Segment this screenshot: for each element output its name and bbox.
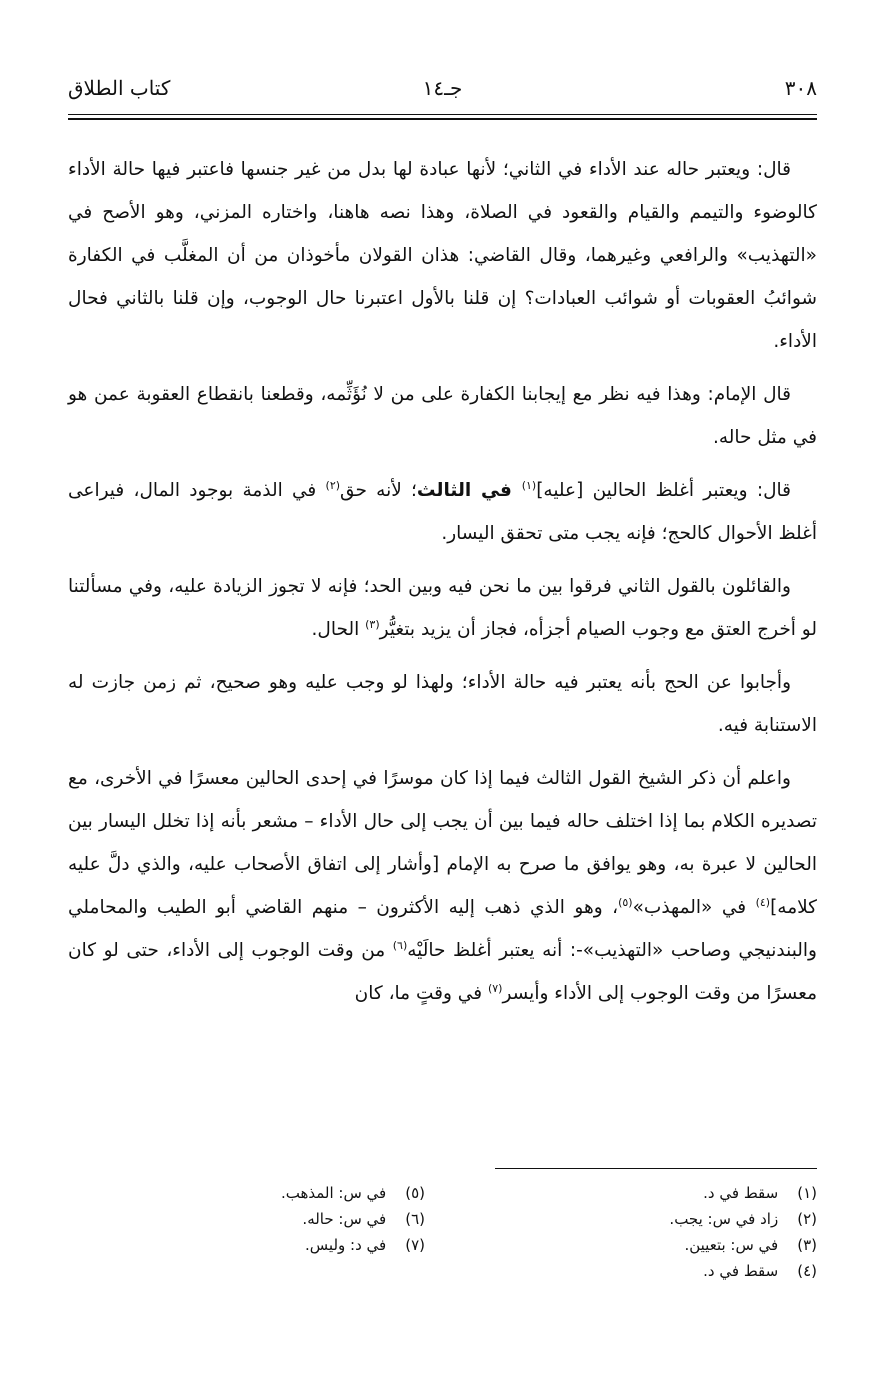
running-header — [68, 76, 817, 116]
footnote-number: (٦) — [405, 1210, 425, 1228]
footnote-ref-1: (١) — [521, 478, 537, 492]
paragraph-2: قال الإمام: وهذا فيه نظر مع إيجابنا الكفارة على من لا نُؤَثِّمه، وقطعنا بانقطاع العقوبة عمن هو في مثل حاله. — [68, 384, 817, 448]
footnote-6 — [125, 1206, 425, 1232]
footnote-4 — [517, 1258, 817, 1284]
footnote-number: (٧) — [405, 1236, 425, 1254]
paragraph-3 — [68, 469, 817, 555]
page-number: ٣٠٨ — [784, 76, 817, 100]
footnote-ref-7: (٧) — [487, 981, 503, 995]
paragraph-4 — [68, 565, 817, 651]
text-run: في وقتٍ ما، كان — [354, 983, 488, 1004]
footnote-1 — [517, 1180, 817, 1206]
header-rule-thick — [68, 118, 817, 120]
footnote-number: (٤) — [797, 1262, 817, 1280]
text-run: قال: ويعتبر أغلظ الحالين [عليه] — [536, 480, 792, 501]
footnote-separator — [495, 1168, 817, 1169]
text-run: ، وهو الذي ذهب إليه الأكثرون – منهم القاضي أبو الطيب والمحاملي والبندنيجي وصاحب «التهذيب»-: أنه يعتبر أغلظ حالَيْه — [68, 897, 817, 961]
text-run: الحال. — [311, 619, 366, 640]
bold-term: في الثالث — [416, 480, 522, 501]
footnote-ref-4: (٤) — [755, 895, 771, 909]
footnote-text: في د: وليس. — [305, 1236, 387, 1254]
main-text — [68, 148, 817, 1025]
footnote-2 — [517, 1206, 817, 1232]
book-title: كتاب الطلاق — [68, 76, 171, 100]
text-run: واعلم أن ذكر الشيخ القول الثالث فيما إذا كان موسرًا في إحدى الحالين معسرًا في الأخرى، مع تصديره الكلام بما إذا اختلف حاله فيما بين أن يجب إلى حال الأداء – مشعر بأنه إذا تخلل اليسار بين الحالين لا عبرة به، وهو يوافق ما صرح به الإمام [وأشار إلى اتفاق الأصحاب عليه، والذي دلَّ عليه كلامه] — [68, 768, 817, 918]
footnote-number: (١) — [797, 1184, 817, 1202]
footnotes-column-left — [125, 1180, 425, 1258]
footnote-3 — [517, 1232, 817, 1258]
footnote-7 — [125, 1232, 425, 1258]
footnote-number: (٥) — [405, 1184, 425, 1202]
footnote-text: سقط في د. — [703, 1262, 779, 1280]
text-run: في الذمة بوجود المال، فيراعى أغلظ الأحوال كالحج؛ فإنه يجب متى تحقق اليسار. — [68, 480, 817, 544]
text-run: ؛ لأنه حق — [340, 480, 417, 501]
text-run: في «المهذب» — [632, 897, 756, 918]
footnote-ref-2: (٢) — [325, 478, 341, 492]
volume-label: جـ١٤ — [422, 76, 463, 100]
footnote-text: سقط في د. — [703, 1184, 779, 1202]
text-run: من وقت الوجوب إلى الأداء، حتى لو كان معسرًا من وقت الوجوب إلى الأداء وأيسر — [68, 940, 817, 1004]
paragraph-1: قال: ويعتبر حاله عند الأداء في الثاني؛ لأنها عبادة لها بدل من غير جنسها فاعتبر فيها حالة الأداء كالوضوء والتيمم والقيام والقعود في الصلاة، وهذا نصه هاهنا، واختاره المزني، وهو الأصح في «التهذيب» والرافعي وغيرهما، وقال القاضي: هذان القولان مأخوذان من أن المغلَّب في الكفارة شوائبُ العقوبات أو شوائب العبادات؟ إن قلنا بالأول اعتبرنا حال الوجوب، وإن قلنا بالثاني فحال الأداء. — [68, 159, 817, 352]
paragraph-6 — [68, 757, 817, 1015]
text-run: والقائلون بالقول الثاني فرقوا بين ما نحن فيه وبين الحد؛ فإنه لا تجوز الزيادة عليه، وفي مسألتنا لو أخرج العتق مع وجوب الصيام أجزأه، فجاز أن يزيد بتغيُّر — [68, 576, 817, 640]
footnotes-column-right — [517, 1180, 817, 1284]
footnote-ref-5: (٥) — [618, 895, 633, 909]
footnote-text: في س: المذهب. — [280, 1184, 387, 1202]
footnote-5 — [125, 1180, 425, 1206]
header-rule-thin — [68, 114, 817, 115]
footnote-text: في س: حاله. — [302, 1210, 387, 1228]
footnote-ref-3: (٣) — [365, 617, 380, 631]
footnote-text: زاد في س: يجب. — [669, 1210, 779, 1228]
footnote-text: في س: بتعيين. — [684, 1236, 779, 1254]
paragraph-5: وأجابوا عن الحج بأنه يعتبر فيه حالة الأداء؛ ولهذا لو وجب عليه وهو صحيح، ثم زمن جازت له الاستنابة فيه. — [68, 672, 817, 736]
footnote-number: (٣) — [797, 1236, 817, 1254]
footnote-number: (٢) — [797, 1210, 817, 1228]
footnote-ref-6: (٦) — [392, 938, 408, 952]
